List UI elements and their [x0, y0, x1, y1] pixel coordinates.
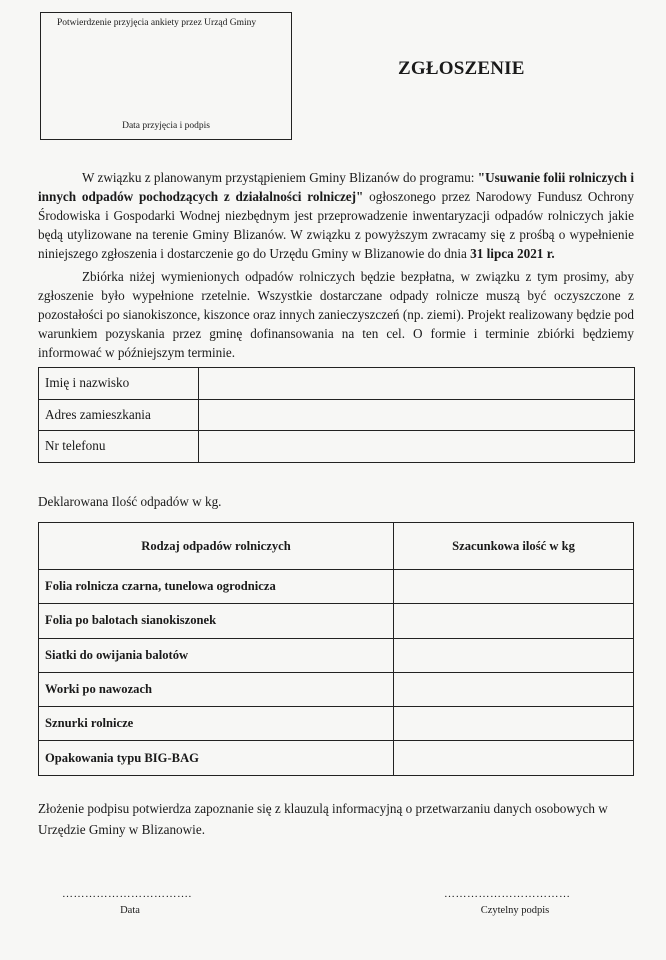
table-row: [39, 368, 635, 400]
table-header-row: [39, 523, 634, 570]
name-field[interactable]: [199, 368, 635, 400]
address-field[interactable]: [199, 399, 635, 431]
office-stamp-box: [40, 12, 292, 140]
waste-type-cell: Opakowania typu BIG-BAG: [39, 741, 394, 775]
date-signature-line[interactable]: …………………………….: [62, 888, 192, 900]
signature-line[interactable]: ……………………………: [444, 888, 571, 900]
table-row: [39, 604, 634, 638]
amount-field[interactable]: [394, 604, 634, 638]
consent-note: Złożenie podpisu potwierdza zapoznanie się z klauzulą informacyjną o przetwarzaniu danych osobowych w Urzędzie Gminy w Blizanowie.: [38, 801, 608, 837]
intro-text-part1: W związku z planowanym przystąpieniem Gminy Blizanów do programu:: [82, 170, 478, 185]
table-row: [39, 399, 635, 431]
document-title: ZGŁOSZENIE: [398, 58, 525, 79]
deadline-date: 31 lipca 2021 r.: [470, 246, 555, 261]
waste-type-cell: Folia rolnicza czarna, tunelowa ogrodnicza: [39, 570, 394, 604]
intro-text-part2: ogłoszonego przez Narodowy Fundusz Ochrony Środowiska i Gospodarki Wodnej niezbędnym jest przeprowadzenie inwentaryzacji odpadów rolniczych jakie będą utylizowane na terenie Gminy Blizanów. W związku z powyższym zwracamy się z prośbą o wypełnienie niniejszego zgłoszenia i dostarczenie go do Urzędu Gminy w Blizanowie do dnia: [38, 189, 634, 261]
amount-field[interactable]: [394, 741, 634, 775]
waste-table: [38, 522, 634, 776]
waste-type-cell: Siatki do owijania balotów: [39, 638, 394, 672]
amount-field[interactable]: [394, 672, 634, 706]
personal-data-table: [38, 367, 635, 463]
table-row: [39, 672, 634, 706]
name-label: Imię i nazwisko: [39, 368, 199, 400]
phone-label: Nr telefonu: [39, 431, 199, 463]
intro-paragraph: [38, 168, 634, 263]
amount-field[interactable]: [394, 707, 634, 741]
signature-caption: Czytelny podpis: [480, 905, 550, 916]
program-name: "Usuwanie folii rolniczych i innych odpadów pochodzących z działalności rolniczej": [38, 170, 634, 204]
phone-field[interactable]: [199, 431, 635, 463]
info-paragraph: [38, 267, 634, 362]
table-row: [39, 638, 634, 672]
stamp-title: Potwierdzenie przyjęcia ankiety przez Urząd Gminy: [57, 18, 257, 28]
table-row: [39, 570, 634, 604]
amount-field[interactable]: [394, 570, 634, 604]
table-row: [39, 431, 635, 463]
info-text: Zbiórka niżej wymienionych odpadów rolniczych będzie bezpłatna, w związku z tym prosimy, aby zgłoszenie było wypełnione rzetelnie. Wszystkie dostarczane odpady rolnicze muszą być oczyszczone z pozostałości po sianokiszonce, kiszonce oraz innych zanieczyszczeń (np. ziemi). Projekt realizowany będzie pod warunkiem pozyskania przez gminę dofinansowania na ten cel. O formie i terminie zbiórki będziemy informować w późniejszym terminie.: [38, 269, 634, 360]
waste-type-cell: Sznurki rolnicze: [39, 707, 394, 741]
declared-amount-label: Deklarowana Ilość odpadów w kg.: [38, 494, 222, 509]
table-row: [39, 741, 634, 775]
date-caption: Data: [120, 905, 140, 916]
waste-type-cell: Folia po balotach sianokiszonek: [39, 604, 394, 638]
waste-type-cell: Worki po nawozach: [39, 672, 394, 706]
address-label: Adres zamieszkania: [39, 399, 199, 431]
header-waste-type: Rodzaj odpadów rolniczych: [39, 523, 394, 570]
amount-field[interactable]: [394, 638, 634, 672]
table-row: [39, 707, 634, 741]
stamp-caption: Data przyjęcia i podpis: [122, 121, 210, 131]
header-amount: Szacunkowa ilość w kg: [394, 523, 634, 570]
